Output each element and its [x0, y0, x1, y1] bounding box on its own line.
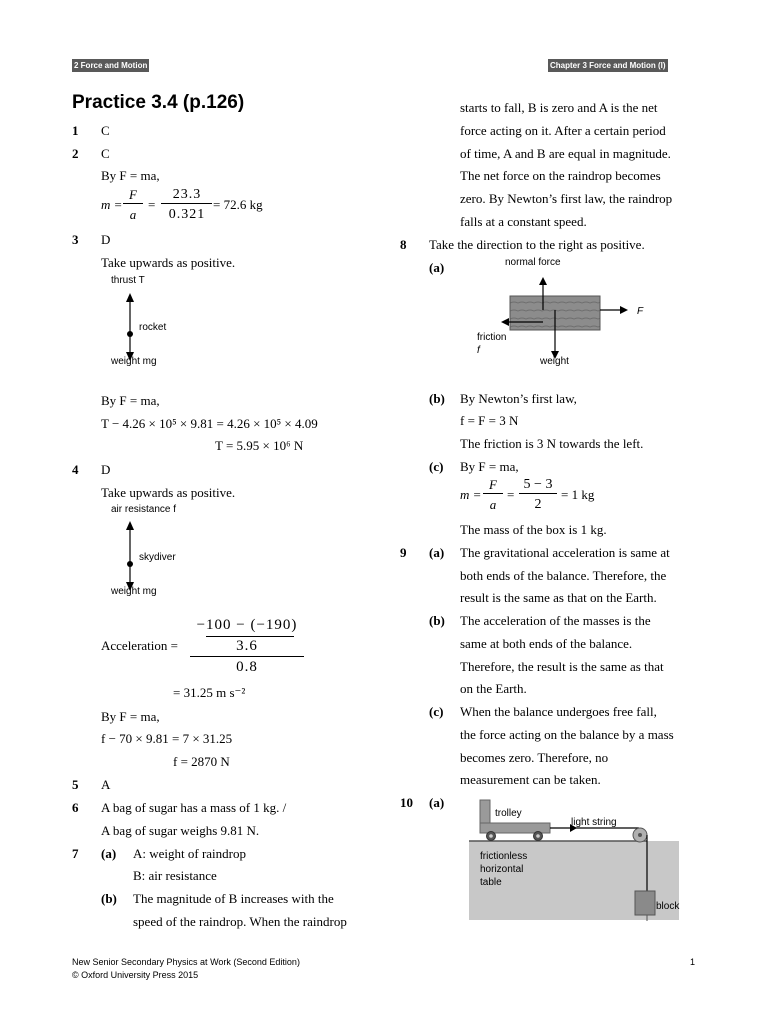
q8c-result: = 1 kg: [561, 487, 595, 502]
q8c-conclusion: The mass of the box is 1 kg.: [460, 522, 607, 537]
q8a-label: (a): [429, 260, 445, 275]
q7b-line-3: starts to fall, B is zero and A is the net: [460, 100, 658, 115]
q6-line-2: A bag of sugar weighs 9.81 N.: [101, 823, 260, 838]
q8b-line-2: f = F = 3 N: [460, 413, 519, 428]
footer-book-title: New Senior Secondary Physics at Work (Second Edition): [72, 957, 300, 967]
acceleration-label: Acceleration =: [101, 638, 178, 653]
q7a-label: (a): [101, 846, 117, 861]
q3-by-fma: By F = ma,: [101, 393, 160, 408]
header-chapter-left: 2 Force and Motion: [74, 61, 148, 70]
q2-frac-num: 23.3: [172, 187, 202, 202]
q2-frac-line-2: [161, 203, 212, 204]
q7b-line-6: The net force on the raindrop becomes: [460, 168, 661, 183]
q9a-line-1: The gravitational acceleration is same at: [460, 545, 670, 560]
applied-force-label: F: [637, 306, 644, 317]
page-number: 1: [690, 957, 696, 967]
q3-answer: D: [101, 232, 111, 247]
q4-answer: D: [101, 462, 111, 477]
q2-frac-a: a: [129, 207, 137, 222]
friction-symbol: f: [477, 345, 480, 356]
q8c-frac-line-1: [483, 493, 503, 494]
q7a-line-1: A: weight of raindrop: [133, 846, 247, 861]
q6-line-1: A bag of sugar has a mass of 1 kg. /: [101, 800, 287, 815]
q3-equation-1: T − 4.26 × 10⁵ × 9.81 = 4.26 × 10⁵ × 4.09: [101, 416, 318, 431]
skydiver-weight-label: weight mg: [111, 586, 157, 597]
q2-answer: C: [101, 146, 110, 161]
rocket-weight-label: weight mg: [111, 356, 157, 367]
q9c-line-1: When the balance undergoes free fall,: [460, 704, 657, 719]
q9b-line-3: Therefore, the result is the same as that: [460, 659, 664, 674]
q8c-m-lhs: m =: [460, 487, 482, 502]
q1-number: 1: [72, 123, 79, 138]
acc-inner-denominator: 3.6: [236, 638, 258, 654]
q4-number: 4: [72, 462, 79, 477]
q7b-line-5: of time, A and B are equal in magnitude.: [460, 146, 671, 161]
q9a-line-3: result is the same as that on the Earth.: [460, 590, 657, 605]
q8b-line-3: The friction is 3 N towards the left.: [460, 436, 644, 451]
normal-force-label: normal force: [505, 257, 561, 268]
q8c-frac-num: 5 − 3: [523, 477, 553, 492]
acc-outer-frac-line: [190, 656, 304, 657]
q3-direction: Take upwards as positive.: [101, 255, 236, 270]
q2-frac-den: 0.321: [168, 207, 206, 222]
q7b-line-2: speed of the raindrop. When the raindrop: [133, 914, 347, 929]
q7b-line-1: The magnitude of B increases with the: [133, 891, 334, 906]
q8-number: 8: [400, 237, 407, 252]
q9b-line-4: on the Earth.: [460, 681, 527, 696]
thrust-label: thrust T: [111, 275, 145, 286]
q8b-line-1: By Newton’s first law,: [460, 391, 577, 406]
q8c-equals: =: [507, 487, 515, 502]
table-label-3: table: [480, 877, 502, 888]
q7b-line-8: falls at a constant speed.: [460, 214, 587, 229]
trolley-label: trolley: [495, 808, 522, 819]
acceleration-result: = 31.25 m s⁻²: [173, 685, 246, 700]
q4-equation-1: f − 70 × 9.81 = 7 × 31.25: [101, 731, 233, 746]
rocket-label: rocket: [139, 322, 167, 333]
q9c-line-2: the force acting on the balance by a mass: [460, 727, 674, 742]
q2-by-fma: By F = ma,: [101, 168, 160, 183]
q7b-line-4: force acting on it. After a certain period: [460, 123, 666, 138]
q5-answer: A: [101, 777, 111, 792]
page-title: Practice 3.4 (p.126): [72, 92, 245, 113]
table-label-1: frictionless: [480, 851, 528, 862]
q9b-line-2: same at both ends of the balance.: [460, 636, 633, 651]
q4-equation-2: f = 2870 N: [173, 754, 230, 769]
q8c-frac-a: a: [489, 497, 497, 512]
q9b-label: (b): [429, 613, 445, 628]
q9a-label: (a): [429, 545, 445, 560]
acc-inner-numerator: −100 − (−190): [196, 617, 298, 633]
friction-label: friction: [477, 332, 507, 343]
q1-answer: C: [101, 123, 110, 138]
q2-result: = 72.6 kg: [213, 197, 263, 212]
skydiver-label: skydiver: [139, 552, 176, 563]
q10-number: 10: [400, 795, 413, 810]
q7-number: 7: [72, 846, 79, 861]
q8-intro: Take the direction to the right as positive.: [429, 237, 645, 252]
q10a-label: (a): [429, 795, 445, 810]
q2-number: 2: [72, 146, 79, 161]
q7b-label: (b): [101, 891, 117, 906]
q2-frac-line-1: [123, 203, 143, 204]
q7b-line-7: zero. By Newton’s first law, the raindrop: [460, 191, 673, 206]
q9c-line-3: becomes zero. Therefore, no: [460, 750, 609, 765]
q2-equals: =: [148, 197, 156, 212]
box-weight-label: weight: [540, 356, 569, 367]
q8c-by-fma: By F = ma,: [460, 459, 519, 474]
block-label: block: [656, 901, 680, 912]
q2-frac-F: F: [129, 187, 137, 202]
light-string-label: light string: [571, 817, 617, 828]
q7a-line-2: B: air resistance: [133, 868, 217, 883]
q8c-frac-line-2: [519, 493, 557, 494]
q9c-line-4: measurement can be taken.: [460, 772, 601, 787]
q8c-frac-den: 2: [534, 497, 542, 512]
table-label-2: horizontal: [480, 864, 524, 875]
q4-by-fma: By F = ma,: [101, 709, 160, 724]
q5-number: 5: [72, 777, 79, 792]
q8c-label: (c): [429, 459, 444, 474]
q6-number: 6: [72, 800, 79, 815]
q8c-frac-F: F: [489, 477, 497, 492]
q8b-label: (b): [429, 391, 445, 406]
acc-inner-frac-line: [206, 636, 294, 637]
q2-m-lhs: m =: [101, 197, 123, 212]
q9a-line-2: both ends of the balance. Therefore, the: [460, 568, 667, 583]
footer-copyright: © Oxford University Press 2015: [72, 970, 199, 980]
acc-outer-denominator: 0.8: [236, 659, 258, 675]
header-chapter-right: Chapter 3 Force and Motion (I): [550, 61, 666, 70]
q4-direction: Take upwards as positive.: [101, 485, 236, 500]
q3-number: 3: [72, 232, 79, 247]
q9-number: 9: [400, 545, 407, 560]
q9c-label: (c): [429, 704, 444, 719]
q3-equation-2: T = 5.95 × 10⁶ N: [215, 438, 304, 453]
air-resistance-label: air resistance f: [111, 504, 177, 515]
box-force-diagram: [470, 268, 660, 368]
q9b-line-1: The acceleration of the masses is the: [460, 613, 651, 628]
